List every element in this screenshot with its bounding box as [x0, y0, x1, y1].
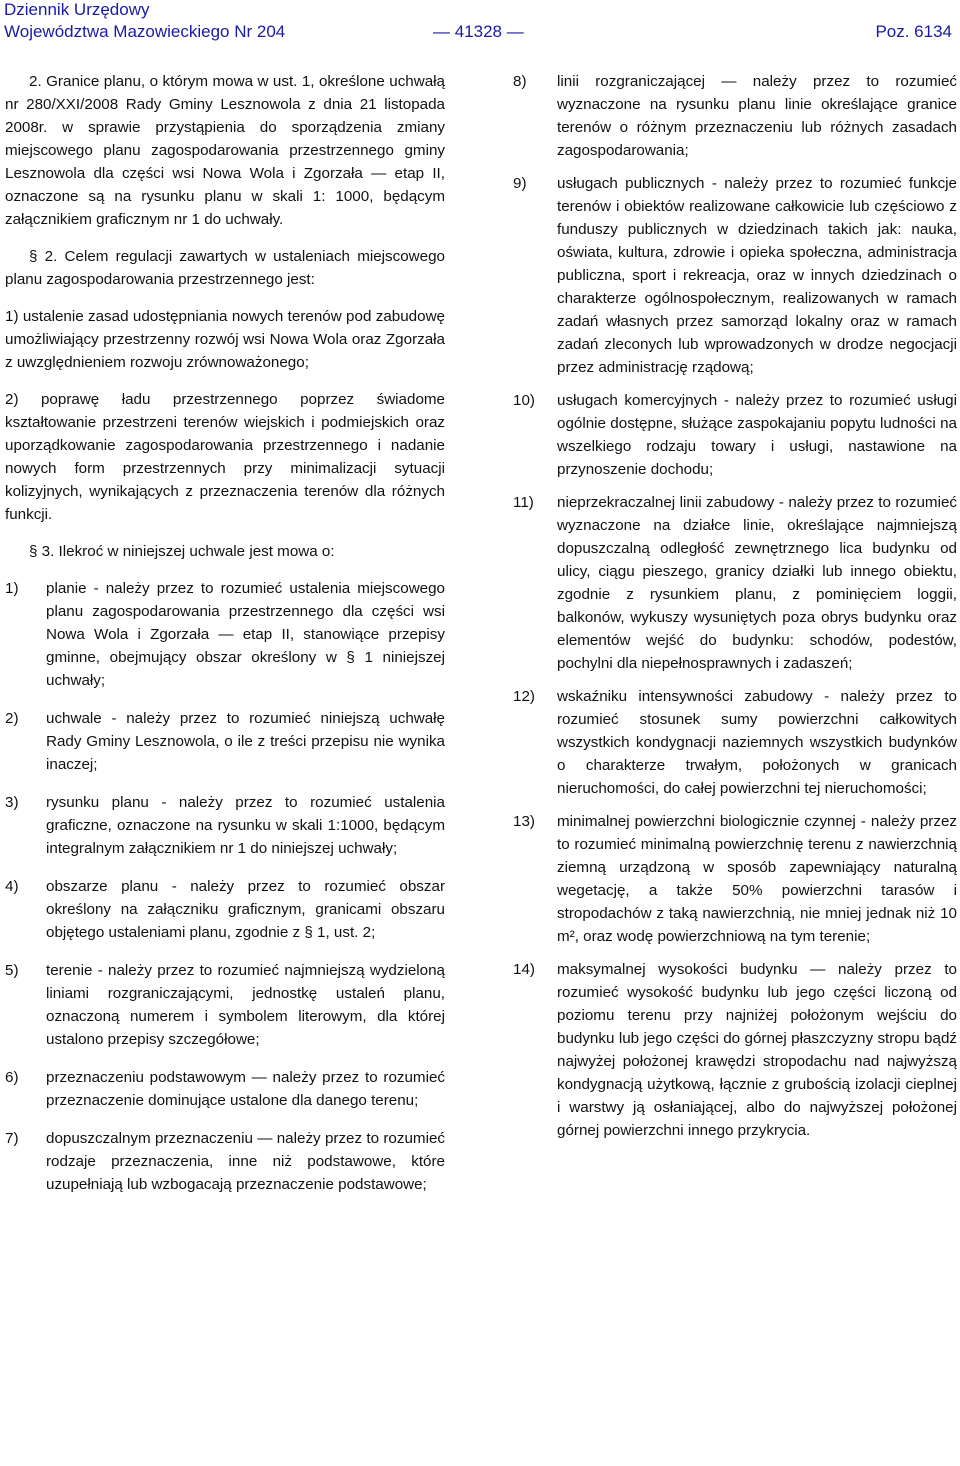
item-text: planie - należy przez to rozumieć ustalenia miejscowego planu zagospodarowania przestrzennego dla części wsi Nowa Wola i Zgorzała — etap II, stanowiące przepisy gminne, obejmujący obszar określony w § 1 niniejszej uchwały;	[46, 580, 445, 689]
item-text: usługach komercyjnych - należy przez to rozumieć usługi ogólnie dostępne, służące zaspokajaniu popytu ludności na wszelkiego rodzaju towary i usługi, nastawione na przynoszenie dochodu;	[557, 392, 957, 478]
item-text: obszarze planu - należy przez to rozumieć obszar określony na załączniku graficznym, granicami obszaru objętego ustaleniami planu, zgodnie z § 1, ust. 2;	[46, 878, 445, 941]
goal-1: 1) ustalenie zasad udostępniania nowych terenów pod zabudowę umożliwiający przestrzenny rozwój wsi Nowa Wola oraz Zgorzała z uwzględnieniem rozwoju zrównoważonego;	[5, 308, 445, 371]
definition-item	[5, 1127, 445, 1196]
definition-item	[513, 172, 957, 379]
definition-item	[513, 810, 957, 948]
page-header	[0, 0, 960, 44]
item-text: maksymalnej wysokości budynku — należy przez to rozumieć wysokość budynku lub jego części liczoną od poziomu terenu przy najniżej położonym wejściu do budynku lub jego części do górnej płaszczyzny stropu bądź najwyżej położonej krawędzi stropodachu nad najwyższą kondygnacją użytkową, łącznie z grubością izolacji cieplnej i warstwy ją osłaniającej, albo do najwyższej położonej górnej powierzchni innego przykrycia.	[557, 961, 957, 1139]
item-text: usługach publicznych - należy przez to rozumieć funkcje terenów i obiektów realizowane całkowicie lub częściowo z funduszy publicznych w dziedzinach takich jak: nauka, oświata, kultura, zdrowie i opieka społeczna, administracja publiczna, sport i rekreacja, oraz w innych dziedzinach o charakterze ogólnospołecznym, realizowanych w ramach zadań własnych przez samorząd lokalny oraz w ramach zadań zleconych lub wprowadzonych w drodze negocjacji przez administrację rządową;	[557, 175, 957, 376]
page-number: — 41328 —	[433, 22, 524, 41]
definition-item	[513, 389, 957, 481]
item-text: przeznaczeniu podstawowym — należy przez to rozumieć przeznaczenie dominujące ustalone dla danego terenu;	[46, 1069, 445, 1109]
item-number: 13)	[513, 813, 535, 830]
item-text: dopuszczalnym przeznaczeniu — należy przez to rozumieć rodzaje przeznaczenia, inne niż podstawowe, które uzupełniają lub wzbogacają przeznaczenie podstawowe;	[46, 1130, 445, 1193]
item-number: 1)	[5, 580, 19, 597]
paragraph-granice: 2. Granice planu, o którym mowa w ust. 1, określone uchwałą nr 280/XXI/2008 Rady Gminy Lesznowola z dnia 21 listopada 2008r. w sprawie przystąpienia do sporządzenia zmiany miejscowego planu zagospodarowania przestrzennego gminy Lesznowola dla części wsi Nowa Wola i Zgorzała — etap II, oznaczone są na rysunku planu w skali 1: 1000, będącym załącznikiem graficznym nr 1 do uchwały.	[5, 73, 445, 228]
definition-item	[5, 577, 445, 692]
right-column	[513, 70, 957, 1152]
definition-item	[513, 958, 957, 1142]
goal-2: 2) poprawę ładu przestrzennego poprzez świadome kształtowanie przestrzeni terenów wiejskich i podmiejskich oraz uporządkowanie zagospodarowania przestrzennego i nadanie nowych form przestrzennych przy minimalizacji sytuacji kolizyjnych, wynikających z przeznaczenia terenów dla różnych funkcji.	[5, 391, 445, 523]
item-text: wskaźniku intensywności zabudowy - należy przez to rozumieć stosunek sumy powierzchni całkowitych wszystkich kondygnacji naziemnych wszystkich budynków o charakterze trwałym, położonych w granicach nieruchomości, do całej powierzchni tej nieruchomości;	[557, 688, 957, 797]
section-2-intro: § 2. Celem regulacji zawartych w ustaleniach miejscowego planu zagospodarowania przestrzennego jest:	[5, 248, 445, 288]
left-column	[5, 70, 445, 1211]
item-number: 11)	[513, 494, 534, 511]
definition-item	[5, 1066, 445, 1112]
item-number: 8)	[513, 73, 527, 90]
journal-title: Dziennik Urzędowy	[4, 0, 150, 19]
item-number: 9)	[513, 175, 527, 192]
item-number: 14)	[513, 961, 535, 978]
item-number: 5)	[5, 962, 19, 979]
item-number: 12)	[513, 688, 535, 705]
item-number: 4)	[5, 878, 19, 895]
item-number: 6)	[5, 1069, 19, 1086]
item-text: minimalnej powierzchni biologicznie czynnej - należy przez to rozumieć minimalną powierzchnię terenu z nawierzchnią ziemną urządzoną w sposób zapewniający naturalną wegetację, a także 50% powierzchni tarasów i stropodachów z taką nawierzchnią, nie mniej jednak niż 10 m², oraz wodę powierzchniową na tym terenie;	[557, 813, 957, 945]
item-text: rysunku planu - należy przez to rozumieć ustalenia graficzne, oznaczone na rysunku w skali 1:1000, będącym integralnym załącznikiem nr 1 do niniejszej uchwały;	[46, 794, 445, 857]
journal-issue: Województwa Mazowieckiego Nr 204	[4, 22, 286, 41]
definition-item	[513, 685, 957, 800]
definition-item	[513, 491, 957, 675]
item-text: terenie - należy przez to rozumieć najmniejszą wydzieloną liniami rozgraniczającymi, jednostkę ustaleń planu, oznaczoną numerem i symbolem literowym, dla której ustalono przepisy szczegółowe;	[46, 962, 445, 1048]
item-text: nieprzekraczalnej linii zabudowy - należy przez to rozumieć wyznaczone na działce linie, określające najmniejszą dopuszczalną odległość zewnętrznego lica budynku od ulicy, ciągu pieszego, granicy działki lub innego obiektu, zgodnie z rysunkiem planu, z pominięciem loggii, balkonów, wykuszy wysuniętych poza obrys budynku oraz elementów wejść do budynku: schodów, podestów, pochylni dla niepełnosprawnych i zadaszeń;	[557, 494, 957, 672]
item-number: 10)	[513, 392, 535, 409]
section-3-intro: § 3. Ilekroć w niniejszej uchwale jest mowa o:	[29, 543, 335, 560]
definition-item	[5, 959, 445, 1051]
item-number: 2)	[5, 710, 19, 727]
item-number: 7)	[5, 1130, 19, 1147]
definition-item	[513, 70, 957, 162]
definition-item	[5, 875, 445, 944]
item-text: linii rozgraniczającej — należy przez to rozumieć wyznaczone na rysunku planu linie określające granice terenów o różnym przeznaczeniu lub różnych zasadach zagospodarowania;	[557, 73, 957, 159]
item-text: uchwale - należy przez to rozumieć niniejszą uchwałę Rady Gminy Lesznowola, o ile z treści przepisu nie wynika inaczej;	[46, 710, 445, 773]
item-number: 3)	[5, 794, 19, 811]
definition-item	[5, 791, 445, 860]
position-number: Poz. 6134	[875, 22, 952, 41]
definition-item	[5, 707, 445, 776]
